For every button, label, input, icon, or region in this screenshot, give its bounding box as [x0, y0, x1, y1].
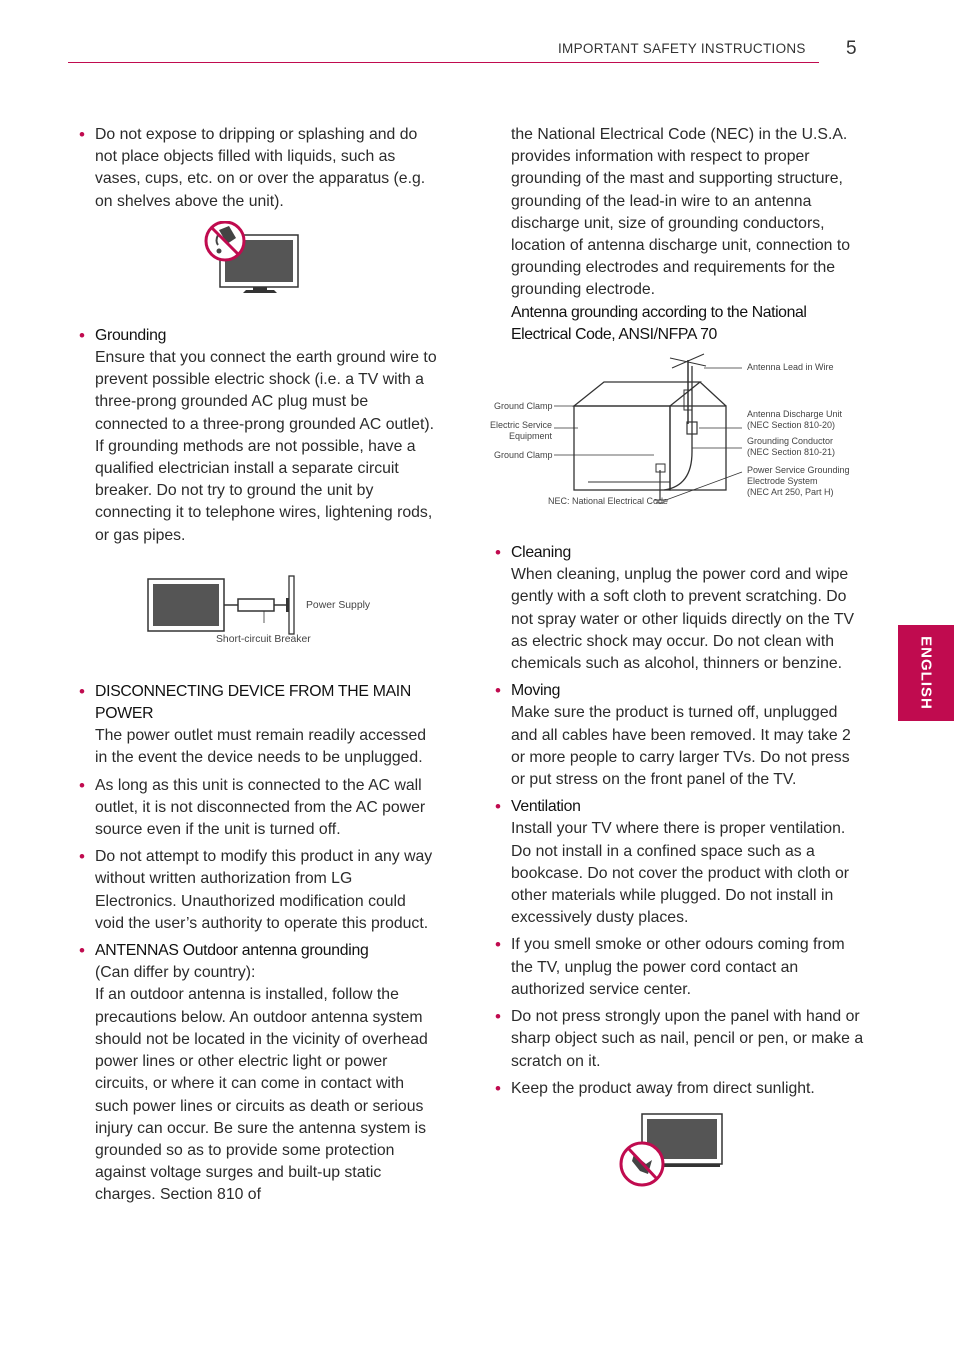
grounding-body: Ensure that you connect the earth ground wire to prevent possible electric shock (i.e. a TV with a three-prong grounded AC plug must be connected to a three-prong grounded AC outlet). If grounding methods are not possible, have a qualified electrician install a separate circuit breaker. Do not try to ground the unit by connecting it to telephone wires, lightening rods, or gas pipes. [95, 349, 437, 544]
list-item-cleaning [494, 542, 864, 675]
list-item-modify [78, 846, 438, 935]
list-item-text: • Keep the product away from direct sunlight. [511, 1079, 815, 1097]
conductor-line1: Grounding Conductor [747, 436, 834, 447]
list-item-grounding [78, 325, 438, 547]
electric-service-label [489, 420, 552, 442]
antennas-body: If an outdoor antenna is installed, follow the precautions below. An outdoor antenna system should not be located in the vicinity of overhead power lines or other electric light or power circuits, or where it can come in contact with such power lines or circuits as death or serious injury can occur. Be sure the antenna system is grounded so as to provide some protection against voltage surges and built-up static charges. Section 810 of [95, 986, 428, 1204]
disconnecting-title: • DISCONNECTING DEVICE FROM THE MAIN POWER [95, 682, 411, 723]
grounding-title: • Grounding [95, 326, 167, 344]
list-item-ventilation [494, 796, 864, 929]
list-item-text: • Do not expose to dripping or splashing and do not place objects filled with liquids, such as vases, cups, etc. on or over the apparatus (e.g. on shelves above the unit). [95, 126, 426, 210]
cleaning-body: When cleaning, unplug the power cord and wipe gently with a soft cloth to prevent scratching. Do not spray water or other liquids directly on the TV as electric shock may occur. Do not clean with chemicals such as alcohol, thinners or benzine. [511, 566, 855, 673]
power-supply-label: Power Supply [306, 599, 371, 611]
antennas-title: • ANTENNAS Outdoor antenna grounding [95, 942, 369, 960]
no-liquids-figure [78, 221, 438, 325]
running-header: IMPORTANT SAFETY INSTRUCTIONS [558, 41, 806, 56]
discharge-line2: (NEC Section 810-20) [747, 420, 836, 431]
breaker-label: Short-circuit Breaker [216, 633, 311, 645]
list-item-connected [78, 775, 438, 842]
conductor-line2: (NEC Section 810-21) [747, 447, 836, 458]
list-item-text: • If you smell smoke or other odours coming from the TV, unplug the power cord contact an authorized service center. [511, 936, 845, 998]
ground-clamp-label-2: Ground Clamp [494, 450, 553, 461]
ground-clamp-label: Ground Clamp [494, 401, 553, 412]
tv-no-press-icon [494, 1110, 864, 1190]
tv-breaker-diagram [78, 561, 438, 681]
list-item-press [494, 1006, 864, 1073]
ventilation-title: • Ventilation [511, 798, 581, 816]
tv-no-liquid-icon [78, 221, 438, 325]
moving-body: Make sure the product is turned off, unplugged and all cables have been removed. It may take 2 or more people to carry larger TVs. Do not press or put stress on the front panel of the TV. [511, 704, 851, 789]
antennas-subtitle: (Can differ by country): [95, 964, 256, 982]
antenna-grounding-diagram [489, 352, 864, 542]
list-item-text: • As long as this unit is connected to the AC wall outlet, it is not disconnected from the AC power source even if the unit is turned off. [95, 776, 426, 839]
right-column [489, 124, 864, 1190]
ventilation-body: Install your TV where there is proper ventilation. Do not install in a confined space such as a bookcase. Do not cover the product with cloth or other materials while plugged. Do not install in excessively dusty places. [511, 820, 850, 927]
language-tab-label: ENGLISH [917, 636, 935, 710]
list-item-disconnecting [78, 681, 438, 770]
discharge-unit-label [747, 409, 842, 431]
list-item-liquids [78, 124, 438, 213]
discharge-line1: Antenna Discharge Unit [747, 409, 843, 420]
moving-title: • Moving [511, 682, 561, 700]
grounding-conductor-label [747, 436, 835, 458]
continued-text: the National Electrical Code (NEC) in the U.S.A. provides information with respect to proper grounding of the mast and supporting structure, grounding of the lead-in wire to an antenna discharge unit, size of grounding conductors, location of antenna discharge unit, connection to grounding electrodes and requirements for the grounding electrode. [511, 126, 850, 299]
page-number: 5 [846, 38, 857, 59]
nec-label: NEC: National Electrical Code [548, 496, 669, 507]
antenna-grounding-heading: Antenna grounding according to the National Electrical Code, ANSI/NFPA 70 [511, 303, 807, 343]
cleaning-title: • Cleaning [511, 544, 571, 562]
list-item-smoke [494, 934, 864, 1001]
list-item-sunlight [494, 1078, 864, 1100]
electric-service-line1: Electric Service [489, 420, 552, 431]
list-item-moving [494, 680, 864, 791]
disconnecting-body: The power outlet must remain readily accessed in the event the device needs to be unplugged. [95, 727, 427, 767]
left-column [78, 124, 438, 1207]
continued-paragraph [494, 124, 864, 346]
electrode-system-label [747, 465, 850, 498]
no-press-figure [494, 1110, 864, 1190]
breaker-figure [78, 561, 438, 681]
lead-in-wire-label: Antenna Lead in Wire [747, 362, 834, 373]
list-item-text: • Do not attempt to modify this product in any way without written authorization from LG Electronics. Unauthorized modification could void the user’s authority to operate this product. [95, 848, 433, 932]
electric-service-line2: Equipment [508, 431, 552, 442]
electrode-line3: (NEC Art 250, Part H) [747, 487, 834, 498]
list-item-antennas [78, 940, 438, 1206]
electrode-line1: Power Service Grounding [747, 465, 850, 476]
electrode-line2: Electrode System [747, 476, 818, 487]
header-rule [68, 62, 819, 63]
language-tab [898, 625, 954, 721]
list-item-text: • Do not press strongly upon the panel with hand or sharp object such as nail, pencil or pen, or make a scratch on it. [511, 1008, 864, 1070]
